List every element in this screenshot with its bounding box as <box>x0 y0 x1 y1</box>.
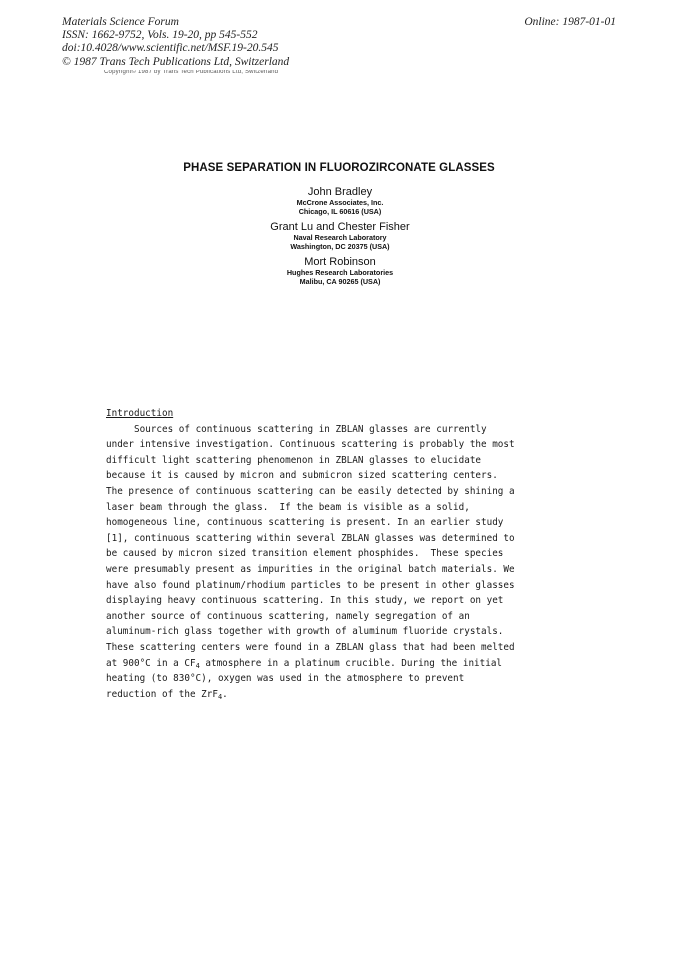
author-block <box>180 221 500 251</box>
body-line: laser beam through the glass. If the beam is visible as a solid, <box>106 501 470 513</box>
copyright-line: © 1987 Trans Tech Publications Ltd, Switzerland <box>62 55 290 68</box>
paper-title: PHASE SEPARATION IN FLUOROZIRCONATE GLASSES <box>183 162 495 174</box>
author-affiliation: Hughes Research Laboratories <box>286 268 394 278</box>
author-name: Mort Robinson <box>304 256 376 269</box>
journal-citation <box>62 16 289 69</box>
text-run: at 900°C in a CF <box>106 657 196 669</box>
body-line: [1], continuous scattering within several ZBLAN glasses was determined to <box>106 532 515 544</box>
author-location: Malibu, CA 90265 (USA) <box>299 276 381 286</box>
online-date: Online: 1987-01-01 <box>524 16 616 28</box>
author-list <box>180 186 500 292</box>
doi-line: doi:10.4028/www.scientific.net/MSF.19-20.545 <box>62 42 279 55</box>
text-run: reduction of the ZrF <box>106 688 218 700</box>
author-location: Chicago, IL 60616 (USA) <box>298 206 382 216</box>
body-line: heating (to 830°C), oxygen was used in the atmosphere to prevent <box>106 673 465 685</box>
body-line <box>106 687 516 703</box>
body-line: be caused by micron sized transition element phosphides. These species <box>106 548 504 560</box>
author-affiliation: Naval Research Laboratory <box>293 233 387 243</box>
body-line: The presence of continuous scattering can be easily detected by shining a <box>106 485 515 497</box>
text-run: . <box>222 688 228 700</box>
author-name: Grant Lu and Chester Fisher <box>270 221 410 234</box>
body-line: difficult light scattering phenomenon in ZBLAN glasses to elucidate <box>106 454 482 466</box>
introduction-section <box>106 406 516 702</box>
body-line: These scattering centers were found in a ZBLAN glass that had been melted <box>106 641 515 653</box>
body-line: homogeneous line, continuous scattering is present. In an earlier study <box>106 517 504 529</box>
body-line: displaying heavy continuous scattering. In this study, we report on yet <box>106 595 504 607</box>
body-line: another source of continuous scattering, namely segregation of an <box>106 610 470 622</box>
author-location: Washington, DC 20375 (USA) <box>290 241 390 251</box>
body-line <box>106 656 516 672</box>
body-line: have also found platinum/rhodium particles to be present in other glasses <box>106 579 515 591</box>
author-affiliation: McCrone Associates, Inc. <box>296 198 384 207</box>
section-heading: Introduction <box>106 408 174 419</box>
body-line: aluminum-rich glass together with growth of aluminum fluoride crystals. <box>106 626 504 638</box>
author-name: John Bradley <box>307 186 373 198</box>
copyright-strip: Copyright© 1987 by Trans Tech Publications Ltd, Switzerland <box>104 70 279 75</box>
body-line: Sources of continuous scattering in ZBLAN glasses are currently <box>134 423 487 435</box>
author-block <box>180 256 500 286</box>
text-run: atmosphere in a platinum crucible. During the initial <box>199 657 503 669</box>
journal-name: Materials Science Forum <box>62 16 179 28</box>
body-line: were presumably present as impurities in the original batch materials. We <box>106 563 515 575</box>
issn-line: ISSN: 1662-9752, Vols. 19-20, pp 545-552 <box>62 29 258 42</box>
subscript: 4 <box>195 661 200 670</box>
body-line: under intensive investigation. Continuous scattering is probably the most <box>106 439 515 451</box>
author-block <box>180 186 500 216</box>
subscript: 4 <box>217 692 223 701</box>
body-line: because it is caused by micron and submicron sized scattering centers. <box>106 470 498 482</box>
